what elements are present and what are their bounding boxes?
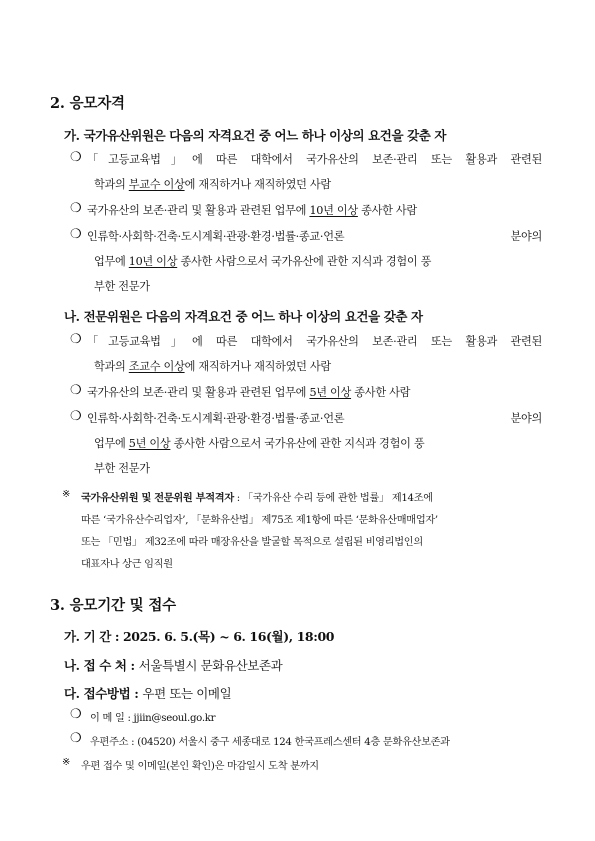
subsection-ga-title: 가. 국가유산위원은 다음의 자격요건 중 어느 하나 이상의 요건을 갖춘 자 (64, 128, 447, 143)
circle-bullet-icon: ❍ (70, 383, 82, 398)
ga-item-3-line-1: 인류학·사회학·건축·도시계획·관광·환경·법률·종교·언론 분야의 (87, 230, 542, 243)
ga-item-1-line-1: 「고등교육법」에 따른 대학에서 국가유산의 보존·관리 또는 활용과 관련된 (87, 153, 542, 166)
place-row: 나. 접 수 처 : 서울특별시 문화유산보존과 (64, 658, 283, 673)
underlined-text: 부교수 이상 (128, 178, 185, 191)
circle-bullet-icon: ❍ (70, 150, 82, 165)
note-line-2: 따른 ‘국가유산수리업자’, 「문화유산법」 제75조 제1항에 따른 ‘문화유산매매업자’ (81, 515, 438, 526)
circle-bullet-icon: ❍ (70, 332, 82, 347)
underlined-text: 5년 이상 (309, 386, 352, 399)
section-3-title: 3. 응모기간 및 접수 (50, 597, 176, 614)
period-row: 가. 기 간 : 2025. 6. 5.(목) ~ 6. 16(월), 18:00 (64, 629, 335, 644)
ga-item-1-line-2: 학과의 부교수 이상에 재직하거나 재직하였던 사람 (94, 178, 331, 191)
address-row: 우편주소 : (04520) 서울시 중구 세종대로 124 한국프레스센터 4층 문화유산보존과 (90, 737, 450, 748)
underlined-text: 5년 이상 (128, 437, 171, 450)
circle-bullet-icon: ❍ (70, 227, 82, 242)
email-row: 이 메 일 : jjiin@seoul.go.kr (90, 713, 216, 724)
na-item-1-line-1: 「고등교육법」에 따른 대학에서 국가유산의 보존·관리 또는 활용과 관련된 (87, 335, 542, 348)
note-line-3: 또는 「민법」 제32조에 따라 매장유산을 발굴할 목적으로 설립된 비영리법인의 (81, 537, 423, 548)
na-item-2: 국가유산의 보존·관리 및 활용과 관련된 업무에 5년 이상 종사한 사람 (87, 386, 411, 399)
underlined-text: 조교수 이상 (128, 360, 185, 373)
circle-bullet-icon: ❍ (70, 201, 82, 216)
final-note: 우편 접수 및 이메일(본인 확인)은 마감일시 도착 분까지 (81, 761, 319, 772)
underlined-text: 10년 이상 (128, 255, 178, 268)
note-mark: ※ (62, 489, 71, 500)
circle-bullet-icon: ❍ (70, 409, 82, 424)
subsection-na-title: 나. 전문위원은 다음의 자격요건 중 어느 하나 이상의 요건을 갖춘 자 (64, 309, 423, 324)
na-item-3-line-2: 업무에 5년 이상 종사한 사람으로서 국가유산에 관한 지식과 경험이 풍 (94, 437, 425, 450)
circle-bullet-icon: ❍ (70, 707, 82, 722)
na-item-1-line-2: 학과의 조교수 이상에 재직하거나 재직하였던 사람 (94, 360, 331, 373)
note-line-1: 국가유산위원 및 전문위원 부적격자 : 「국가유산 수리 등에 관한 법률」 제14조에 (81, 492, 433, 504)
underlined-text: 10년 이상 (309, 204, 358, 217)
na-item-3-line-3: 부한 전문가 (94, 462, 150, 475)
method-row: 다. 접수방법 : 우편 또는 이메일 (64, 686, 232, 701)
section-2-title: 2. 응모자격 (50, 95, 125, 112)
ga-item-3-line-3: 부한 전문가 (94, 280, 150, 293)
na-item-3-line-1: 인류학·사회학·건축·도시계획·관광·환경·법률·종교·언론 분야의 (87, 412, 542, 425)
circle-bullet-icon: ❍ (70, 731, 82, 746)
email-link[interactable]: jjiin@seoul.go.kr (133, 713, 216, 724)
note-line-4: 대표자나 상근 임직원 (81, 559, 173, 570)
final-note-mark: ※ (62, 757, 71, 768)
ga-item-2: 국가유산의 보존·관리 및 활용과 관련된 업무에 10년 이상 종사한 사람 (87, 204, 417, 217)
ga-item-3-line-2: 업무에 10년 이상 종사한 사람으로서 국가유산에 관한 지식과 경험이 풍 (94, 255, 432, 268)
